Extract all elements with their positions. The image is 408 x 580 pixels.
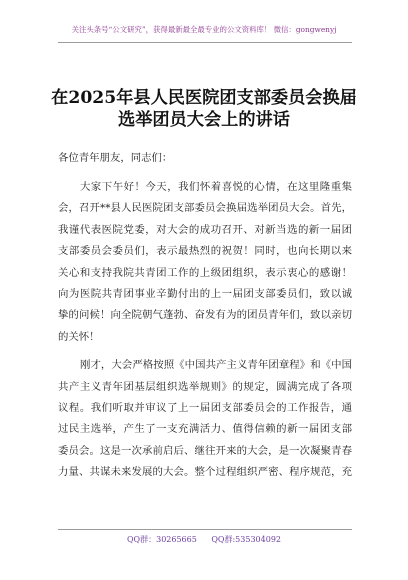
- body-line: 关心和支持我院共青团工作的上级团组织，表示衷心的感谢！: [58, 266, 352, 279]
- body-line: 议程。我们听取并审议了上一届团支部委员会的工作报告，通: [58, 401, 352, 414]
- title-line-1: 在2025年县人民医院团支部委员会换届: [51, 88, 357, 108]
- footer-divider: [58, 529, 352, 530]
- footer-qq-group-2: QQ群:535304092: [211, 535, 281, 544]
- paragraph-2: [58, 355, 352, 483]
- body-line: 委员会。这是一次承前启后、继往开来的大会，是一次凝聚青春: [58, 444, 352, 457]
- paragraph-1: [58, 177, 352, 348]
- speech-body: [58, 177, 352, 490]
- body-line: 共产主义青年团基层组织选举规则》的规定，圆满完成了各项: [58, 380, 352, 393]
- header-divider: [58, 42, 352, 43]
- body-line: 大家下午好！今天，我们怀着喜悦的心情，在这里隆重集: [80, 181, 352, 193]
- body-line: 会，召开**县人民医院团支部委员会换届选举团员大会。首先，: [58, 202, 352, 215]
- header-note: 关注头条号“公文研究”，获得最新最全最专业的公文资料库！ 微信：gongwenyj: [71, 25, 337, 34]
- footer-qq-group-1: QQ群：30265665: [126, 535, 197, 544]
- body-line: 挚的问候！向全院朝气蓬勃、奋发有为的团员青年们，致以亲切: [58, 309, 352, 322]
- title-line-2: 选举团员大会上的讲话: [118, 110, 290, 130]
- body-line: 力量、共谋未来发展的大会。整个过程组织严密、程序规范，充: [58, 466, 352, 479]
- salutation: 各位青年朋友，同志们：: [58, 152, 173, 164]
- footer: [0, 534, 408, 546]
- body-line: 过民主选举，产生了一支充满活力、值得信赖的新一届团支部: [58, 423, 352, 436]
- document-title: [0, 87, 408, 131]
- body-line: 我谨代表医院党委，对大会的成功召开、对新当选的新一届团: [58, 223, 352, 236]
- body-line: 刚才，大会严格按照《中国共产主义青年团章程》和《中国: [80, 359, 352, 372]
- body-line: 支部委员会委员们，表示最热烈的祝贺！同时，也向长期以来: [58, 245, 352, 258]
- body-line: 向为医院共青团事业辛勤付出的上一届团支部委员们，致以诚: [58, 287, 352, 300]
- body-line: 的关怀！: [58, 330, 100, 343]
